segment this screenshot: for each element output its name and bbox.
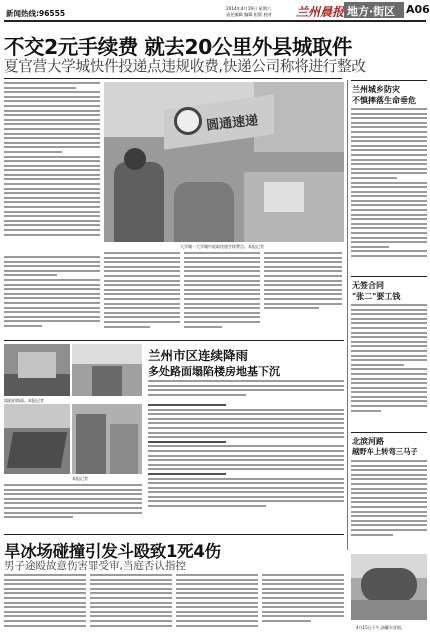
- right-story2-head2: "张二"要工钱: [352, 292, 401, 301]
- mid-photo-left-caption: 塌陷的路面。本报记者: [4, 398, 44, 403]
- lead-body-col4: [264, 252, 342, 338]
- lead-body-col1b: [4, 256, 100, 338]
- issue-date: 2014年4月19日 星期六: [226, 6, 272, 11]
- right-story3-head2: 越野车上转弯三马子: [352, 447, 418, 456]
- right-photo-caption: 4月15日下午,油罐车冒烟。: [356, 625, 405, 630]
- right-rule-1: [351, 80, 427, 81]
- bottom-subhead: 男子途殴故意伤害罪受审,当庭否认指控: [4, 560, 186, 572]
- lead-photo-caption: 大学城一大学城中收取快递手续费点。本报记者: [180, 244, 264, 249]
- mid-photo-left3: [72, 404, 142, 474]
- lead-photo: [104, 82, 344, 242]
- page-number: A06: [406, 3, 430, 16]
- mid-photo-left2: [4, 404, 70, 474]
- courier-sign: 圆通速递: [205, 113, 259, 134]
- right-story2-body: [351, 304, 427, 428]
- header-rule: [4, 20, 426, 22]
- mid-photo-center: [72, 344, 142, 396]
- mid-rule-top: [4, 340, 344, 341]
- mid-photo-caption: 本报记者: [72, 476, 88, 481]
- hotline: 新闻热线:96555: [6, 9, 66, 18]
- mid-lede: [148, 380, 344, 400]
- lead-headline: 不交2元手续费 就去20公里外县城取件: [4, 35, 352, 59]
- right-story2-head1: 无签合同: [352, 281, 384, 290]
- bottom-body-col4: [262, 574, 344, 636]
- right-rule-2: [351, 276, 427, 277]
- editor-line: 责任编辑 编辑 组版 校对: [226, 12, 272, 17]
- column-divider: [347, 80, 348, 550]
- right-story1-head1: 兰州城乡防灾: [352, 85, 400, 94]
- bottom-body-col3: [176, 574, 258, 636]
- lead-rule: [4, 78, 342, 79]
- masthead-logo: 兰州晨报: [296, 5, 345, 19]
- mid-headline-2: 多处路面塌陷楼房地基下沉: [148, 365, 280, 378]
- mid-photo-left: [4, 344, 70, 396]
- lead-body-col1: [4, 82, 100, 252]
- section-title: 地方·街区: [347, 5, 396, 18]
- bottom-body-col2: [90, 574, 172, 636]
- right-rule-3: [351, 432, 427, 433]
- bottom-rule: [4, 534, 344, 535]
- lead-body-col3: [184, 252, 260, 338]
- lead-body-col2: [104, 252, 180, 338]
- mid-headline-1: 兰州市区连续降雨: [148, 348, 249, 363]
- right-story1-head2: 不慎摔落生命垂危: [352, 96, 416, 105]
- right-story3-head1: 北滨河路: [352, 437, 384, 446]
- lead-subhead: 夏官营大学城快件投递点违规收费,快递公司称将进行整改: [4, 58, 366, 75]
- right-photo: [351, 554, 427, 620]
- mid-body-left: [4, 484, 142, 530]
- page-header: [0, 0, 430, 22]
- bottom-headline: 旱冰场碰撞引发斗殴致1死4伤: [4, 542, 221, 561]
- bottom-body-col1: [4, 574, 86, 636]
- right-story3-body: [351, 460, 427, 552]
- mid-body: [148, 404, 344, 530]
- right-story1-body: [351, 108, 427, 272]
